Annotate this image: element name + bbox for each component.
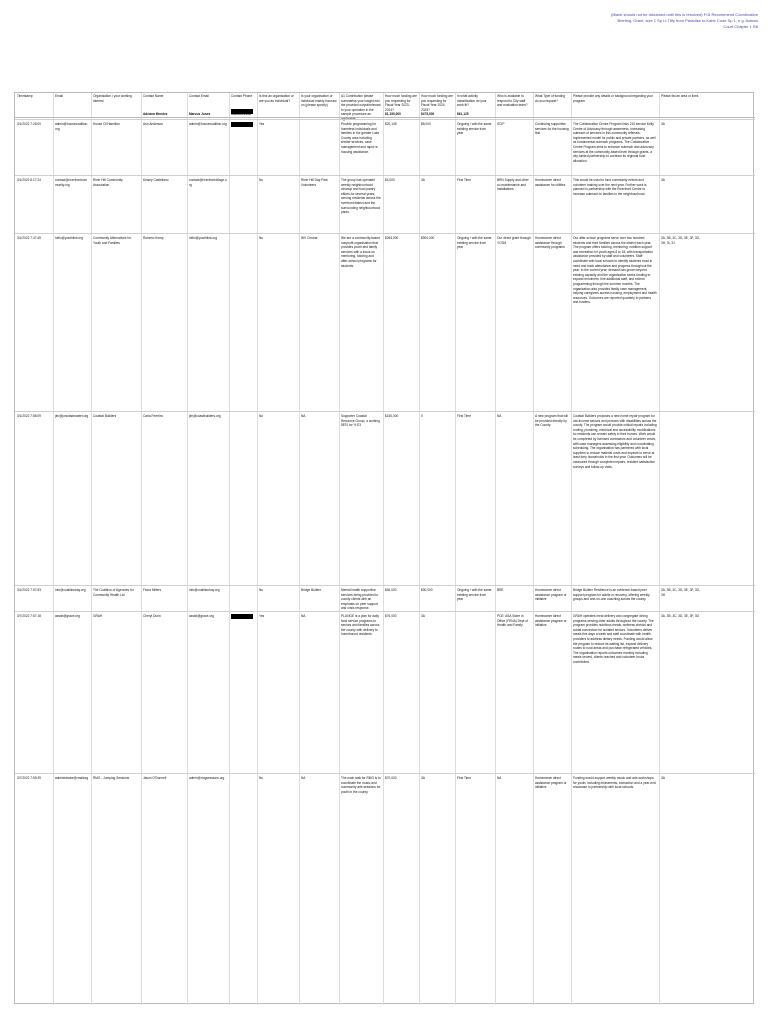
header-extra-total-2: $475,000: [421, 112, 435, 116]
cell-fy-2024: $8,000: [421, 122, 431, 126]
cell-organisation: GRAH: [93, 614, 103, 618]
cell-contact-email[interactable]: jim@coastbuilders.org: [189, 414, 221, 418]
cell-contact-name: Cheryl Dunn: [143, 614, 161, 618]
table-row[interactable]: [15, 611, 755, 774]
cell-summary: PLUNGE is a plan for daily food service programs to seniors and families across the county with delivery to homebound residents.: [341, 614, 380, 637]
cell-details: Funding would support weekly music and arts workshops for youth, including instruments, instruction and a year-end showcase in partnership with local schools.: [573, 776, 656, 790]
table-row[interactable]: [15, 175, 755, 234]
header-classification[interactable]: In what activity classification do your work fit?: [457, 94, 487, 108]
cell-entity-type: Yes: [259, 122, 265, 126]
cell-email[interactable]: contact@riverfrontcommunity.org: [55, 178, 88, 187]
header-extra-total-1: $1,150,000: [385, 112, 401, 116]
cell-details: GRAH operates meal delivery and congregate dining programs serving older adults throughout the county. The program provides nutritious meals, wellness checks and social connection for isolated seniors. Volunteers deliver meals five days a week and staff coordinate with health providers to address dietary needs. Funding would allow the program to reduce its waiting list, expand delivery routes to rural areas and purchase refrigerated vehicles. The organisation reports outcomes monthly including meals served, clients reached and volunteer hours contributed.: [573, 614, 654, 664]
cell-email[interactable]: admin@housecoalition.org: [55, 122, 89, 131]
cell-summary: The group has operated weekly neighbourhood cleanup and food pantry efforts for several years, serving residents across the riverfront district and the surrounding neighbourhood parks.: [341, 178, 381, 215]
header-contact-email[interactable]: Contact Email: [189, 94, 209, 98]
cell-organisation: The Coalition of Agencies for Community Health Ltd: [93, 588, 134, 597]
cell-contact-name: Roberto Kemp: [143, 236, 164, 240]
header-contact-phone[interactable]: Contact Phone: [231, 94, 253, 98]
cell-areas: 3A: [661, 776, 665, 780]
cell-organisation: RMG - Jumping Sessions: [93, 776, 130, 780]
cell-contact-name: Fiona Millers: [143, 588, 162, 592]
cell-entity-type: No: [259, 236, 264, 240]
cell-contact-email[interactable]: admin@rmgsessions.org: [189, 776, 225, 780]
cell-organisation: River Hill Community Association: [93, 178, 123, 187]
header-extra-total-3: $61,125: [457, 112, 469, 116]
cell-fy-2023: $76,000: [385, 614, 397, 618]
cell-summary: Mental health supportive services being provided to county clients with an emphasis on peer support and crisis response.: [341, 588, 379, 611]
cell-details: Our after-school programs serve over two hundred students and their families across the district each year. The program offers tutoring, mentoring, nutrition support and recreation for youth ages 8 to 18, with transportation assistance provided by staff and volunteers. Staff coordinate with local schools to identify students most in need and track attendance and progress throughout the year. In the current year, demand has grown beyond existing capacity and the organisation seeks funding to expand enrolment, hire additional staff, and extend programming through the summer months. The organisation also provides family case management, helping caregivers access housing, employment and health resources. Outcomes are reported quarterly to partners and funders.: [573, 236, 657, 305]
header-entity-type[interactable]: Is this an organisation or are you an individual?: [259, 94, 294, 103]
cell-details: This would be used to fund community events and volunteer training over the next year. Further work is planned in partnership with the Riverfront Centre to increase outreach to families in the neighbourhood.: [573, 178, 647, 196]
table-row[interactable]: [15, 233, 755, 412]
cell-entity-type: No: [259, 178, 264, 182]
cell-classification: First Time: [457, 178, 471, 182]
cell-fy-2024: $900,000: [421, 236, 435, 240]
cell-responder: PCE: ASA Swire in Office (FENA) Dept of Health and Family: [497, 614, 528, 628]
cell-focus: NA: [301, 614, 306, 618]
cell-organisation: House Of Hamilton: [93, 122, 120, 126]
cell-fy-2023: $265,000: [385, 236, 399, 240]
cell-email[interactable]: info@coalitionbay.org: [55, 588, 86, 592]
header-funding-type[interactable]: What Type of funding do you request?: [535, 94, 566, 103]
cell-areas: [661, 414, 701, 584]
header-extra-contact2: Marcus Jones: [189, 112, 211, 116]
header-fy-2023[interactable]: How much funding are you requesting for Fiscal Year 2023-2024?: [385, 94, 417, 112]
cell-responder: BRN Supply and other co-maintenance and installations: [497, 178, 529, 192]
table-row[interactable]: [15, 411, 755, 586]
cell-areas: 3A: [661, 178, 665, 182]
cell-funding-type: Homeowner direct assistance program or initiative: [535, 614, 567, 628]
cell-entity-type: No: [259, 588, 264, 592]
cell-areas: 3A, 3B, 3C, 3D, 3E, 3F, 3G, 3H, 3I, 3J: [661, 236, 700, 245]
cell-classification: [457, 614, 493, 772]
cell-fy-2023: $4,000: [385, 178, 395, 182]
cell-details: Coastal Builders proposes a new home repair program for low-income seniors and persons with disabilities across the county. The program would provide critical repairs including roofing, plumbing, electrical and accessibility modifications so residents can remain safely in their homes. Work would be completed by licensed contractors and volunteer crews, with case managers assessing eligibility and coordinating scheduling. The organisation has partnered with local suppliers to reduce material costs and expects to serve at least forty households in the first year. Outcomes will be measured through completed repairs, resident satisfaction surveys and follow-up visits.: [573, 414, 657, 469]
cell-contact-name: Kelsey Castellano: [143, 178, 169, 182]
cell-summary: Supporter Coastal Resource Group, a working 5870 for ½ E3: [341, 414, 380, 428]
header-focus[interactable]: Is your organisation or individual mainly focused on (please specify): [301, 94, 337, 108]
cell-timestamp: 3/1/2022 7:57:53: [17, 588, 41, 592]
cell-classification: Ongoing / with the same existing service from year: [457, 236, 492, 250]
header-summary[interactable]: A1 Contribution please summarise your insight into the provided output/relevant to your operation in the sample procedure as applicable: [341, 94, 381, 121]
cell-responder: NA: [497, 776, 502, 780]
cell-entity-type: No: [259, 414, 264, 418]
cell-timestamp: 3/1/2022 7:47:49: [17, 236, 41, 240]
cell-classification: Ongoing / with the same existing service from year: [457, 588, 492, 602]
cell-contact-email[interactable]: assist@grace.org: [189, 614, 214, 618]
cell-focus: River Hill Day Park Volunteers: [301, 178, 328, 187]
cell-organisation: Community Alternatives for Youth and Families: [93, 236, 132, 245]
cell-email[interactable]: assist@grace.org: [55, 614, 80, 618]
cell-timestamp: 3/1/2022 7:26:00: [17, 122, 41, 126]
cell-contact-name: Ann Anderson: [143, 122, 164, 126]
cell-contact-name: Jason O'Donnell: [143, 776, 167, 780]
cell-responder: SCIP: [497, 122, 505, 126]
cell-details: Bridge Builder Resilience is an evidence-based peer support program for adults in recovery, offering weekly groups and one-on-one coaching across the county.: [573, 588, 650, 602]
cell-fy-2024: 3A: [421, 776, 425, 780]
cell-timestamp: 3/7/2022 7:57:18: [17, 614, 41, 618]
cell-summary: Provide programming for homeless individuals and families in the greater Lake County area including shelter services, case management and rapid re-housing assistance.: [341, 122, 380, 154]
cell-email[interactable]: jim@juncitadewater.org: [55, 414, 89, 418]
cell-entity-type: Yes: [259, 614, 265, 618]
cell-fy-2023: $70,000: [385, 776, 397, 780]
cell-fy-2023: $20,145: [385, 122, 397, 126]
cell-funding-type: Continuing supportive services for the housing first: [535, 122, 569, 136]
cell-fy-2024: 3A: [421, 614, 425, 618]
header-areas[interactable]: Please list an area or lines: [661, 94, 699, 98]
header-fy-2024[interactable]: How much funding are you requesting for Fiscal Year 2024-2025?: [421, 94, 453, 112]
cell-funding-type: Homeowner direct assistance for utilities: [535, 178, 566, 187]
cell-funding-type: Homeowner direct assistance through community programs: [535, 236, 565, 250]
cell-fy-2023: $46,000: [385, 588, 397, 592]
cell-focus: WV Central: [301, 236, 318, 240]
cell-funding-type: Homeowner direct assistance program or initiative: [535, 588, 567, 602]
cell-focus: NA: [301, 414, 306, 418]
spreadsheet: [14, 92, 754, 1004]
cell-email[interactable]: hello@youthlink.org: [55, 236, 84, 240]
header-responder[interactable]: Who is available to respond to City staff and evaluation team?: [497, 94, 528, 108]
cell-contact-email[interactable]: info@coalitionbay.org: [189, 588, 220, 592]
cell-focus: Bridge Builder: [301, 588, 322, 592]
cell-responder: Our direct grant through YCSM: [497, 236, 531, 245]
cell-focus: [301, 122, 337, 174]
header-extra-phone: 954-555-0198: [231, 112, 251, 116]
cell-timestamp: 3/7/2022 7:59:39: [17, 776, 41, 780]
cell-areas: 3A, 3B, 3C, 3D, 3E, 3F, 3G, 3H: [661, 588, 700, 597]
cell-responder: NA: [497, 414, 502, 418]
cell-classification: First Time: [457, 776, 471, 780]
table-row[interactable]: [15, 119, 755, 176]
header-details[interactable]: Please provide any details or background regarding your program: [573, 94, 653, 103]
table-row[interactable]: [15, 585, 755, 612]
redaction-bar: [231, 122, 253, 127]
cell-timestamp: 3/1/2022 8:17:24: [17, 178, 41, 182]
header-extra-contact: Adriana Mendez: [143, 112, 168, 116]
cell-organisation: Coastal Builders: [93, 414, 117, 418]
redaction-bar: [231, 614, 253, 619]
cell-focus: NA: [301, 776, 306, 780]
header-email[interactable]: Email: [55, 94, 63, 98]
cell-areas: 3A: [661, 122, 665, 126]
table-row[interactable]: [15, 773, 755, 1006]
cell-summary: The main task for RMG is to coordinate the music and community arts sessions for youth in the county.: [341, 776, 381, 794]
cell-classification: First Time: [457, 414, 471, 418]
cell-funding-type: Homeowner direct assistance program or initiative: [535, 776, 567, 790]
cell-contact-email[interactable]: contact@riverfrontvillage.org: [189, 178, 227, 187]
cell-classification: Ongoing / with the same existing service from year: [457, 122, 492, 136]
cell-fy-2024: $30,000: [421, 588, 433, 592]
cell-summary: We are a community-based nonprofit organisation that provides youth and family services with a focus on mentoring, tutoring and after-school programs for students.: [341, 236, 380, 268]
cell-contact-email[interactable]: admin@housecoalition.org: [189, 122, 227, 126]
cell-fy-2024: 0: [421, 414, 423, 418]
cell-responder: BRE: [497, 588, 504, 592]
cell-entity-type: No: [259, 776, 264, 780]
cell-details: The Collaborative Centre Program links 210 service Kelly Centre of Advocacy through awareness, increasing outreach of services in this community referrals. Implemented model for public and private partners, as well as fundamental outreach programs. The Collaborative Centre Program aims to enhance outreach and advocacy services at the community-based level through grants, a city-funded partnership to continue its regional fund allocation.: [573, 122, 656, 163]
header-timestamp[interactable]: Timestamp: [17, 94, 33, 98]
header-organisation[interactable]: Organisation / your working interest: [93, 94, 132, 103]
cell-fy-2024: 3A: [421, 178, 425, 182]
cell-fy-2023: $150,000: [385, 414, 399, 418]
header-contact-name[interactable]: Contact Name: [143, 94, 164, 98]
cell-contact-email[interactable]: hello@youthlink.org: [189, 236, 218, 240]
disclosure-note: (Blank should not be disclosed until this is resolved) FOI Recommend Coordination Briefing, Grant, size 1 Sp Lt Tiffy from Paradise to Kahe Code Sp 1, e g. Adams Court Chapter 1 R8: [611, 12, 758, 29]
cell-email[interactable]: administrator@rmailorg: [55, 776, 89, 780]
cell-contact-name: Carla Ferreira: [143, 414, 163, 418]
cell-timestamp: 3/1/2022 7:56:09: [17, 414, 41, 418]
cell-funding-type: A new program that will be provided directly by the County: [535, 414, 568, 428]
cell-areas: 3A, 3B, 3C, 3D, 3E, 3F, 3G: [661, 614, 700, 618]
